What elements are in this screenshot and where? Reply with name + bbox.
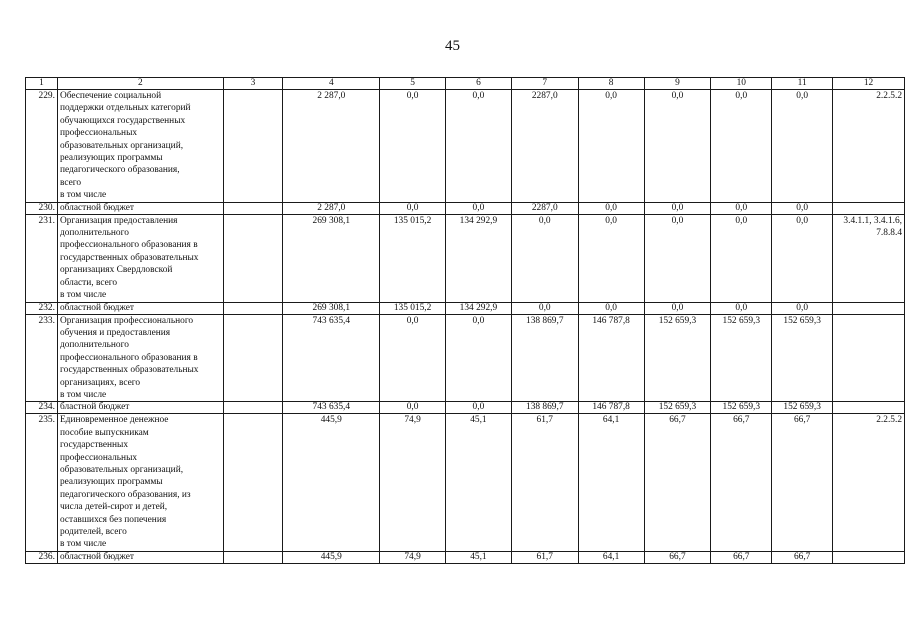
label-line: в том числе (59, 539, 107, 550)
program-code (833, 414, 905, 551)
value-cell: 0,0 (644, 202, 711, 214)
column-header: 5 (380, 78, 446, 90)
value-cell: 66,7 (772, 551, 833, 563)
label-line: образовательных организаций, (59, 464, 184, 475)
row-number: 229. (26, 90, 58, 203)
value-cell: 66,7 (644, 551, 711, 563)
value-cell: 138 869,7 (511, 402, 578, 414)
label-line: всего (59, 177, 82, 188)
value-cell: 0,0 (578, 302, 644, 314)
value-cell: 0,0 (644, 214, 711, 302)
value-cell: 0,0 (644, 302, 711, 314)
label-line: обучающихся государственных (59, 115, 186, 126)
label-line: Организация предоставления (59, 215, 178, 226)
label-line: области, всего (59, 277, 118, 288)
row-label (57, 551, 223, 563)
value-cell: 0,0 (445, 202, 511, 214)
value-cell: 0,0 (711, 214, 772, 302)
label-line: профессионального образования в (59, 352, 198, 363)
program-code (833, 402, 905, 414)
value-cell: 152 659,3 (644, 402, 711, 414)
budget-table (25, 77, 905, 564)
label-line: в том числе (59, 389, 107, 400)
value-cell: 0,0 (772, 90, 833, 203)
value-cell: 74,9 (380, 551, 446, 563)
value-cell: 0,0 (380, 90, 446, 203)
row-label (57, 402, 223, 414)
value-cell: 152 659,3 (772, 314, 833, 402)
label-line: областной бюджет (59, 202, 135, 213)
value-cell: 0,0 (511, 302, 578, 314)
label-line: обучения и предоставления (59, 327, 171, 338)
value-cell: 152 659,3 (772, 402, 833, 414)
value-cell (223, 551, 283, 563)
value-cell: 0,0 (578, 202, 644, 214)
label-line: областной бюджет (59, 302, 135, 313)
value-cell: 135 015,2 (380, 302, 446, 314)
row-number: 231. (26, 214, 58, 302)
value-cell: 66,7 (644, 414, 711, 551)
row-number: 235. (26, 414, 58, 551)
label-line: бластной бюджет (59, 402, 130, 413)
program-code (833, 90, 905, 203)
label-line: Единовременное денежное (59, 415, 169, 426)
column-header: 1 (26, 78, 58, 90)
value-cell: 66,7 (711, 551, 772, 563)
value-cell: 445,9 (283, 414, 380, 551)
label-line: профессиональных (59, 128, 138, 139)
page-number: 45 (445, 38, 460, 54)
program-code (833, 302, 905, 314)
row-number: 234. (26, 402, 58, 414)
value-cell: 0,0 (772, 302, 833, 314)
value-cell (223, 314, 283, 402)
code-line: 2.2.5.2 (876, 415, 902, 426)
row-number: 236. (26, 551, 58, 563)
value-cell (223, 90, 283, 203)
label-line: родителей, всего (59, 527, 127, 537)
value-cell: 0,0 (711, 302, 772, 314)
label-line: дополнительного (59, 340, 129, 351)
label-line: областной бюджет (59, 551, 135, 562)
value-cell: 0,0 (772, 202, 833, 214)
label-line: оставшихся без попечения (59, 514, 167, 525)
column-header: 11 (772, 78, 833, 90)
label-line: государственных (59, 440, 129, 451)
value-cell (223, 414, 283, 551)
value-cell: 152 659,3 (644, 314, 711, 402)
value-cell: 2 287,0 (283, 202, 380, 214)
column-header: 7 (511, 78, 578, 90)
value-cell: 0,0 (380, 202, 446, 214)
label-line: педагогического образования, из (59, 489, 191, 500)
value-cell: 0,0 (445, 90, 511, 203)
value-cell: 269 308,1 (283, 302, 380, 314)
value-cell (223, 202, 283, 214)
label-line: профессиональных (59, 452, 138, 463)
label-line: числа детей-сирот и детей, (59, 502, 168, 513)
value-cell (223, 214, 283, 302)
value-cell: 45,1 (445, 414, 511, 551)
column-header: 10 (711, 78, 772, 90)
value-cell: 0,0 (578, 214, 644, 302)
label-line: государственных образовательных (59, 365, 199, 376)
label-line: в том числе (59, 190, 107, 201)
value-cell (223, 302, 283, 314)
row-label (57, 302, 223, 314)
value-cell: 0,0 (511, 214, 578, 302)
code-line: 7.8.8.4 (876, 227, 902, 238)
value-cell: 269 308,1 (283, 214, 380, 302)
value-cell: 0,0 (578, 90, 644, 203)
value-cell: 0,0 (380, 314, 446, 402)
value-cell: 66,7 (772, 414, 833, 551)
program-code (833, 202, 905, 214)
label-line: пособие выпускникам (59, 427, 149, 438)
row-label (57, 202, 223, 214)
code-line: 3.4.1.1, 3.4.1.6, (843, 215, 902, 226)
value-cell: 152 659,3 (711, 402, 772, 414)
table-row (26, 414, 905, 551)
value-cell: 2287,0 (511, 202, 578, 214)
value-cell: 0,0 (711, 202, 772, 214)
label-line: государственных образовательных (59, 252, 199, 263)
row-label (57, 90, 223, 203)
column-header: 4 (283, 78, 380, 90)
value-cell: 64,1 (578, 551, 644, 563)
value-cell: 0,0 (380, 402, 446, 414)
label-line: организациях Свердловской (59, 265, 173, 276)
label-line: образовательных организаций, (59, 140, 184, 151)
value-cell: 2287,0 (511, 90, 578, 203)
value-cell: 134 292,9 (445, 214, 511, 302)
table-row (26, 90, 905, 203)
code-line: 2.2.5.2 (876, 91, 902, 101)
label-line: педагогического образования, (59, 165, 180, 176)
value-cell: 743 635,4 (283, 314, 380, 402)
label-line: реализующих программы (59, 477, 163, 488)
value-cell: 2 287,0 (283, 90, 380, 203)
header-row (26, 78, 905, 90)
column-header: 12 (833, 78, 905, 90)
table-row (26, 214, 905, 302)
table-row (26, 302, 905, 314)
column-header: 8 (578, 78, 644, 90)
value-cell: 135 015,2 (380, 214, 446, 302)
value-cell: 45,1 (445, 551, 511, 563)
value-cell: 445,9 (283, 551, 380, 563)
row-label (57, 414, 223, 551)
value-cell: 138 869,7 (511, 314, 578, 402)
row-label (57, 214, 223, 302)
value-cell: 74,9 (380, 414, 446, 551)
value-cell: 0,0 (711, 90, 772, 203)
value-cell: 61,7 (511, 551, 578, 563)
value-cell: 146 787,8 (578, 402, 644, 414)
label-line: профессионального образования в (59, 240, 198, 251)
label-line: реализующих программы (59, 153, 163, 164)
value-cell (223, 402, 283, 414)
label-line: в том числе (59, 290, 107, 301)
row-number: 233. (26, 314, 58, 402)
value-cell: 61,7 (511, 414, 578, 551)
table-row (26, 314, 905, 402)
row-label (57, 314, 223, 402)
value-cell: 0,0 (644, 90, 711, 203)
column-header: 6 (445, 78, 511, 90)
value-cell: 0,0 (445, 402, 511, 414)
label-line: организациях, всего (59, 377, 141, 388)
label-line: поддержки отдельных категорий (59, 103, 191, 114)
value-cell: 0,0 (772, 214, 833, 302)
value-cell: 146 787,8 (578, 314, 644, 402)
table-row (26, 402, 905, 414)
value-cell: 152 659,3 (711, 314, 772, 402)
value-cell: 743 635,4 (283, 402, 380, 414)
column-header: 3 (223, 78, 283, 90)
value-cell: 66,7 (711, 414, 772, 551)
table-row (26, 202, 905, 214)
program-code (833, 551, 905, 563)
value-cell: 134 292,9 (445, 302, 511, 314)
row-number: 230. (26, 202, 58, 214)
column-header: 9 (644, 78, 711, 90)
row-number: 232. (26, 302, 58, 314)
program-code (833, 314, 905, 402)
label-line: Организация профессионального (59, 315, 194, 326)
value-cell: 64,1 (578, 414, 644, 551)
value-cell: 0,0 (445, 314, 511, 402)
program-code (833, 214, 905, 302)
label-line: дополнительного (59, 228, 129, 239)
column-header: 2 (57, 78, 223, 90)
label-line: Обеспечение социальной (59, 91, 162, 101)
table-row (26, 551, 905, 563)
